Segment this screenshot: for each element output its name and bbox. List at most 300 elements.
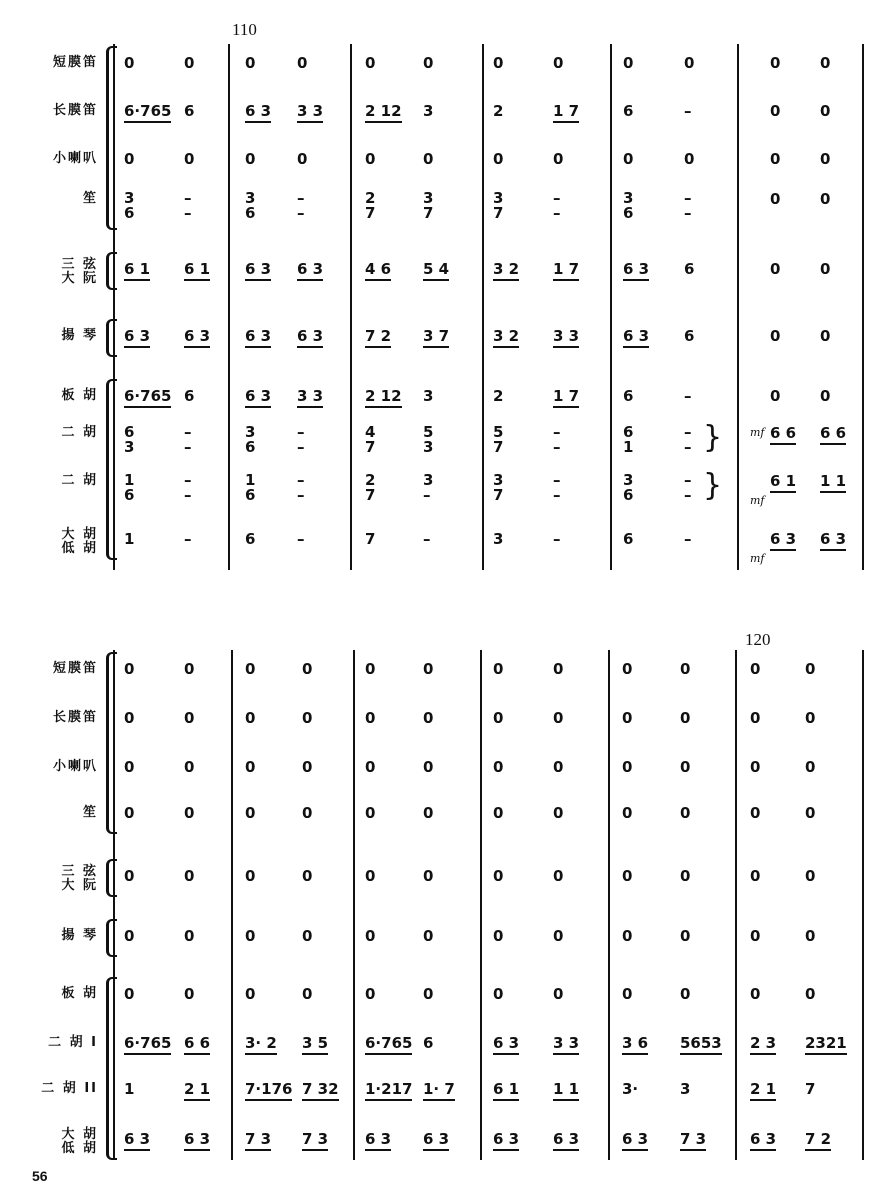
note-beat: 4 6 bbox=[365, 260, 392, 278]
note-beat: 0 bbox=[493, 660, 504, 678]
note-beat: 6 3 bbox=[623, 260, 650, 278]
note-beat: 2 bbox=[493, 387, 504, 405]
note-beat: 3 5 bbox=[302, 1034, 329, 1052]
note-beat: 3 3 bbox=[297, 387, 324, 405]
note-beat: 3 6 bbox=[245, 423, 256, 456]
beam-line bbox=[622, 1149, 648, 1151]
note-beat: 0 bbox=[245, 867, 256, 885]
note-beat: 0 bbox=[184, 709, 195, 727]
note-beat: 1 bbox=[124, 530, 135, 548]
note-beat: 0 bbox=[245, 985, 256, 1003]
note-beat: 3 bbox=[423, 387, 434, 405]
note-beat: 0 bbox=[622, 927, 633, 945]
beam-line bbox=[623, 346, 649, 348]
note-beat: 0 bbox=[493, 758, 504, 776]
note-beat: 0 bbox=[184, 927, 195, 945]
note-beat: 2 12 bbox=[365, 102, 402, 120]
note-beat: 6 3 bbox=[553, 1130, 580, 1148]
note-beat: 0 bbox=[805, 867, 816, 885]
instrument-label: 板 胡 bbox=[61, 986, 98, 1001]
instrument-label: 短膜笛 bbox=[52, 661, 98, 676]
beam-line bbox=[820, 549, 846, 551]
beam-line bbox=[245, 279, 271, 281]
group-brace bbox=[106, 379, 117, 560]
note-beat: 0 bbox=[124, 804, 135, 822]
note-beat: 0 bbox=[770, 102, 781, 120]
note-beat: 0 bbox=[365, 54, 376, 72]
note-beat: 0 bbox=[124, 660, 135, 678]
note-beat: – – bbox=[684, 423, 692, 456]
note-beat: 6 bbox=[623, 387, 634, 405]
note-beat: 0 bbox=[820, 102, 831, 120]
instrument-label: 小喇叭 bbox=[52, 151, 98, 166]
beam-line bbox=[245, 406, 271, 408]
note-beat: 3 3 bbox=[553, 327, 580, 345]
note-beat: – bbox=[684, 102, 692, 120]
note-beat: 0 bbox=[750, 758, 761, 776]
note-beat: 0 bbox=[184, 54, 195, 72]
note-beat: 0 bbox=[820, 54, 831, 72]
note-beat: 6 3 bbox=[184, 327, 211, 345]
beam-line bbox=[365, 1053, 412, 1055]
note-beat: 0 bbox=[622, 758, 633, 776]
note-beat: 6 bbox=[184, 102, 195, 120]
note-beat: 3 3 bbox=[297, 102, 324, 120]
beam-line bbox=[553, 279, 579, 281]
beam-line bbox=[820, 443, 846, 445]
note-beat: 0 bbox=[302, 660, 313, 678]
note-beat: 0 bbox=[680, 867, 691, 885]
note-beat: 6 6 bbox=[184, 1034, 211, 1052]
beam-line bbox=[365, 406, 402, 408]
measure-number: 120 bbox=[745, 630, 771, 649]
note-beat: 6 3 bbox=[124, 423, 135, 456]
note-beat: 0 bbox=[365, 927, 376, 945]
note-beat: 0 bbox=[820, 150, 831, 168]
note-beat: – – bbox=[553, 471, 561, 504]
note-beat: 0 bbox=[805, 985, 816, 1003]
note-beat: 3 6 bbox=[622, 1034, 649, 1052]
note-beat: 1 1 bbox=[553, 1080, 580, 1098]
note-beat: 0 bbox=[680, 758, 691, 776]
note-beat: 1 bbox=[124, 1080, 135, 1098]
note-beat: 2321 bbox=[805, 1034, 847, 1052]
note-beat: 0 bbox=[245, 54, 256, 72]
note-beat: 3 7 bbox=[493, 189, 504, 222]
note-beat: 0 bbox=[423, 709, 434, 727]
bar-line bbox=[737, 44, 739, 570]
beam-line bbox=[553, 406, 579, 408]
note-beat: 0 bbox=[245, 758, 256, 776]
beam-line bbox=[553, 1099, 579, 1101]
note-beat: 3 3 bbox=[553, 1034, 580, 1052]
beam-line bbox=[493, 346, 519, 348]
note-beat: 6 bbox=[184, 387, 195, 405]
dynamic-marking: mf bbox=[750, 494, 765, 507]
beam-line bbox=[750, 1053, 776, 1055]
note-beat: 6 3 bbox=[423, 1130, 450, 1148]
beam-line bbox=[493, 279, 519, 281]
note-beat: 7·176 bbox=[245, 1080, 293, 1098]
note-beat: 0 bbox=[622, 804, 633, 822]
note-beat: 0 bbox=[245, 804, 256, 822]
note-beat: 0 bbox=[184, 985, 195, 1003]
note-beat: 2 12 bbox=[365, 387, 402, 405]
note-beat: 6·765 bbox=[124, 387, 172, 405]
note-beat: 0 bbox=[302, 804, 313, 822]
note-beat: 0 bbox=[770, 327, 781, 345]
note-beat: 0 bbox=[553, 709, 564, 727]
note-beat: 6 bbox=[623, 530, 634, 548]
note-beat: 0 bbox=[297, 54, 308, 72]
beam-line bbox=[245, 1149, 271, 1151]
instrument-label: 笙 bbox=[82, 805, 98, 820]
note-beat: 6 3 bbox=[245, 327, 272, 345]
note-beat: 0 bbox=[184, 867, 195, 885]
beam-line bbox=[245, 121, 271, 123]
instrument-label: 笙 bbox=[82, 191, 98, 206]
note-beat: – – bbox=[553, 189, 561, 222]
beam-line bbox=[124, 346, 150, 348]
note-beat: 6 bbox=[684, 327, 695, 345]
note-beat: 0 bbox=[770, 150, 781, 168]
beam-line bbox=[770, 549, 796, 551]
beam-line bbox=[245, 1053, 277, 1055]
note-beat: 1·217 bbox=[365, 1080, 413, 1098]
instrument-label: 二 胡 I bbox=[48, 1035, 98, 1050]
beam-line bbox=[423, 279, 449, 281]
note-beat: 7 32 bbox=[302, 1080, 339, 1098]
note-beat: 0 bbox=[770, 190, 781, 208]
note-beat: 6 6 bbox=[820, 424, 847, 442]
note-beat: 1 6 bbox=[245, 471, 256, 504]
note-beat: 6 1 bbox=[184, 260, 211, 278]
note-beat: 3 – bbox=[423, 471, 434, 504]
note-beat: 6 bbox=[623, 102, 634, 120]
note-beat: 0 bbox=[493, 709, 504, 727]
group-brace bbox=[106, 46, 117, 230]
note-beat: 0 bbox=[365, 150, 376, 168]
note-beat: 0 bbox=[423, 804, 434, 822]
note-beat: 0 bbox=[493, 927, 504, 945]
beam-line bbox=[770, 491, 796, 493]
bar-line bbox=[480, 650, 482, 1160]
beam-line bbox=[493, 1149, 519, 1151]
note-beat: 2 7 bbox=[365, 471, 376, 504]
note-beat: 3 6 bbox=[245, 189, 256, 222]
note-beat: – bbox=[684, 530, 692, 548]
note-beat: 0 bbox=[493, 804, 504, 822]
bar-line bbox=[862, 650, 864, 1160]
note-beat: 0 bbox=[680, 985, 691, 1003]
note-beat: 6 3 bbox=[820, 530, 847, 548]
group-brace bbox=[106, 859, 117, 897]
note-beat: 0 bbox=[684, 150, 695, 168]
note-beat: 0 bbox=[770, 387, 781, 405]
note-beat: 2 1 bbox=[184, 1080, 211, 1098]
instrument-label: 长膜笛 bbox=[52, 710, 98, 725]
beam-line bbox=[184, 1099, 210, 1101]
bar-line bbox=[610, 44, 612, 570]
measure-number: 110 bbox=[232, 20, 257, 39]
note-beat: 2 bbox=[493, 102, 504, 120]
group-brace bbox=[106, 919, 117, 957]
beam-line bbox=[302, 1053, 328, 1055]
note-beat: 0 bbox=[302, 709, 313, 727]
note-beat: 0 bbox=[805, 927, 816, 945]
note-beat: 0 bbox=[553, 927, 564, 945]
note-beat: – – bbox=[684, 189, 692, 222]
beam-line bbox=[493, 1053, 519, 1055]
beam-line bbox=[124, 1149, 150, 1151]
note-beat: 0 bbox=[423, 54, 434, 72]
beam-line bbox=[365, 346, 391, 348]
beam-line bbox=[184, 1053, 210, 1055]
note-beat: 0 bbox=[553, 150, 564, 168]
note-beat: 4 7 bbox=[365, 423, 376, 456]
beam-line bbox=[820, 491, 846, 493]
instrument-label: 二 胡 bbox=[61, 473, 98, 488]
note-beat: 0 bbox=[770, 54, 781, 72]
note-beat: 6 3 bbox=[297, 327, 324, 345]
note-beat: 3 6 bbox=[623, 189, 634, 222]
note-beat: 2 7 bbox=[365, 189, 376, 222]
beam-line bbox=[622, 1053, 648, 1055]
note-beat: 0 bbox=[493, 867, 504, 885]
note-beat: 0 bbox=[623, 54, 634, 72]
note-beat: 0 bbox=[622, 985, 633, 1003]
beam-line bbox=[553, 121, 579, 123]
note-beat: 0 bbox=[493, 150, 504, 168]
beam-line bbox=[184, 346, 210, 348]
note-beat: 6 6 bbox=[770, 424, 797, 442]
note-beat: 0 bbox=[124, 758, 135, 776]
note-beat: 3 2 bbox=[493, 260, 520, 278]
part-brace: } bbox=[703, 468, 723, 503]
note-beat: 0 bbox=[553, 54, 564, 72]
note-beat: – bbox=[297, 530, 305, 548]
note-beat: 7 bbox=[365, 530, 376, 548]
note-beat: 6 3 bbox=[245, 102, 272, 120]
note-beat: 0 bbox=[553, 758, 564, 776]
group-brace bbox=[106, 319, 117, 357]
note-beat: – – bbox=[297, 423, 305, 456]
note-beat: 7 2 bbox=[805, 1130, 832, 1148]
instrument-label: 短膜笛 bbox=[52, 55, 98, 70]
note-beat: 0 bbox=[302, 758, 313, 776]
note-beat: 0 bbox=[365, 985, 376, 1003]
note-beat: 5 3 bbox=[423, 423, 434, 456]
instrument-label: 揚 琴 bbox=[61, 928, 98, 943]
note-beat: 3· bbox=[622, 1080, 639, 1098]
note-beat: 0 bbox=[820, 327, 831, 345]
note-beat: 0 bbox=[302, 927, 313, 945]
note-beat: 3 6 bbox=[623, 471, 634, 504]
note-beat: 6 bbox=[245, 530, 256, 548]
note-beat: 7 3 bbox=[302, 1130, 329, 1148]
note-beat: – bbox=[184, 530, 192, 548]
note-beat: 0 bbox=[184, 804, 195, 822]
note-beat: – – bbox=[553, 423, 561, 456]
note-beat: – bbox=[684, 387, 692, 405]
note-beat: 0 bbox=[553, 804, 564, 822]
bar-line bbox=[353, 650, 355, 1160]
group-brace bbox=[106, 977, 117, 1160]
instrument-label: 揚 琴 bbox=[61, 328, 98, 343]
note-beat: 3 2 bbox=[493, 327, 520, 345]
beam-line bbox=[124, 406, 171, 408]
note-beat: 6 bbox=[684, 260, 695, 278]
note-beat: 0 bbox=[365, 804, 376, 822]
note-beat: 0 bbox=[820, 260, 831, 278]
note-beat: 0 bbox=[622, 867, 633, 885]
note-beat: 0 bbox=[820, 387, 831, 405]
note-beat: 0 bbox=[750, 867, 761, 885]
note-beat: 7 3 bbox=[245, 1130, 272, 1148]
note-beat: 3 6 bbox=[124, 189, 135, 222]
note-beat: 1 1 bbox=[820, 472, 847, 490]
note-beat: 2 3 bbox=[750, 1034, 777, 1052]
beam-line bbox=[423, 346, 449, 348]
beam-line bbox=[245, 1099, 292, 1101]
note-beat: 0 bbox=[124, 709, 135, 727]
note-beat: 6 3 bbox=[622, 1130, 649, 1148]
bar-line bbox=[350, 44, 352, 570]
beam-line bbox=[553, 1053, 579, 1055]
beam-line bbox=[750, 1099, 776, 1101]
note-beat: 0 bbox=[124, 54, 135, 72]
beam-line bbox=[297, 121, 323, 123]
note-beat: – – bbox=[184, 423, 192, 456]
note-beat: 0 bbox=[805, 660, 816, 678]
note-beat: 6 3 bbox=[245, 387, 272, 405]
bar-line bbox=[228, 44, 230, 570]
note-beat: 7 bbox=[805, 1080, 816, 1098]
beam-line bbox=[553, 1149, 579, 1151]
beam-line bbox=[124, 1053, 171, 1055]
note-beat: 6·765 bbox=[124, 1034, 172, 1052]
note-beat: 0 bbox=[365, 660, 376, 678]
note-beat: 0 bbox=[493, 985, 504, 1003]
note-beat: 3 7 bbox=[423, 189, 434, 222]
note-beat: 0 bbox=[423, 985, 434, 1003]
part-brace: } bbox=[703, 420, 723, 455]
beam-line bbox=[423, 1149, 449, 1151]
instrument-label: 三 弦 大 阮 bbox=[61, 864, 98, 893]
instrument-label: 二 胡 bbox=[61, 425, 98, 440]
beam-line bbox=[365, 1149, 391, 1151]
beam-line bbox=[245, 346, 271, 348]
note-beat: 0 bbox=[124, 985, 135, 1003]
note-beat: – bbox=[423, 530, 431, 548]
note-beat: 6 3 bbox=[623, 327, 650, 345]
note-beat: 6 3 bbox=[493, 1034, 520, 1052]
dynamic-marking: mf bbox=[750, 426, 765, 439]
instrument-label: 大 胡 低 胡 bbox=[61, 527, 98, 556]
note-beat: 3 bbox=[493, 530, 504, 548]
page-number: 56 bbox=[32, 1168, 48, 1184]
bar-line bbox=[608, 650, 610, 1160]
beam-line bbox=[184, 1149, 210, 1151]
note-beat: 0 bbox=[622, 709, 633, 727]
note-beat: 1· 7 bbox=[423, 1080, 455, 1098]
note-beat: 3 7 bbox=[493, 471, 504, 504]
note-beat: 3 bbox=[680, 1080, 691, 1098]
beam-line bbox=[184, 279, 210, 281]
note-beat: 5 4 bbox=[423, 260, 450, 278]
note-beat: 0 bbox=[493, 54, 504, 72]
note-beat: 0 bbox=[423, 867, 434, 885]
note-beat: 0 bbox=[805, 758, 816, 776]
note-beat: 0 bbox=[245, 660, 256, 678]
beam-line bbox=[365, 1099, 412, 1101]
beam-line bbox=[124, 279, 150, 281]
note-beat: 0 bbox=[302, 867, 313, 885]
note-beat: 6 3 bbox=[124, 1130, 151, 1148]
note-beat: 0 bbox=[750, 660, 761, 678]
note-beat: 0 bbox=[680, 709, 691, 727]
note-beat: 0 bbox=[365, 867, 376, 885]
beam-line bbox=[770, 443, 796, 445]
beam-line bbox=[297, 279, 323, 281]
beam-line bbox=[302, 1149, 328, 1151]
note-beat: 1 7 bbox=[553, 387, 580, 405]
beam-line bbox=[623, 279, 649, 281]
note-beat: 0 bbox=[622, 660, 633, 678]
note-beat: – – bbox=[297, 189, 305, 222]
note-beat: 0 bbox=[750, 804, 761, 822]
instrument-label: 三 弦 大 阮 bbox=[61, 257, 98, 286]
note-beat: 0 bbox=[365, 758, 376, 776]
beam-line bbox=[680, 1149, 706, 1151]
beam-line bbox=[805, 1149, 831, 1151]
note-beat: 0 bbox=[423, 758, 434, 776]
note-beat: 1 6 bbox=[124, 471, 135, 504]
note-beat: 0 bbox=[805, 804, 816, 822]
note-beat: 0 bbox=[302, 985, 313, 1003]
note-beat: – – bbox=[184, 471, 192, 504]
note-beat: 0 bbox=[245, 927, 256, 945]
note-beat: 6 3 bbox=[297, 260, 324, 278]
note-beat: 0 bbox=[184, 660, 195, 678]
note-beat: 0 bbox=[770, 260, 781, 278]
beam-line bbox=[750, 1149, 776, 1151]
note-beat: 0 bbox=[245, 150, 256, 168]
note-beat: 0 bbox=[553, 985, 564, 1003]
note-beat: 6 1 bbox=[493, 1080, 520, 1098]
note-beat: 0 bbox=[553, 867, 564, 885]
beam-line bbox=[805, 1053, 847, 1055]
instrument-label: 板 胡 bbox=[61, 388, 98, 403]
note-beat: 7 3 bbox=[680, 1130, 707, 1148]
instrument-label: 二 胡 II bbox=[41, 1081, 98, 1096]
note-beat: 0 bbox=[820, 190, 831, 208]
instrument-label: 长膜笛 bbox=[52, 103, 98, 118]
note-beat: 6 3 bbox=[493, 1130, 520, 1148]
note-beat: 0 bbox=[124, 867, 135, 885]
beam-line bbox=[302, 1099, 339, 1101]
note-beat: 6 3 bbox=[245, 260, 272, 278]
beam-line bbox=[423, 1099, 455, 1101]
note-beat: 0 bbox=[750, 985, 761, 1003]
note-beat: 0 bbox=[297, 150, 308, 168]
note-beat: 0 bbox=[680, 804, 691, 822]
note-beat: 2 1 bbox=[750, 1080, 777, 1098]
note-beat: 6 1 bbox=[770, 472, 797, 490]
beam-line bbox=[493, 1099, 519, 1101]
note-beat: – – bbox=[184, 189, 192, 222]
note-beat: 0 bbox=[684, 54, 695, 72]
